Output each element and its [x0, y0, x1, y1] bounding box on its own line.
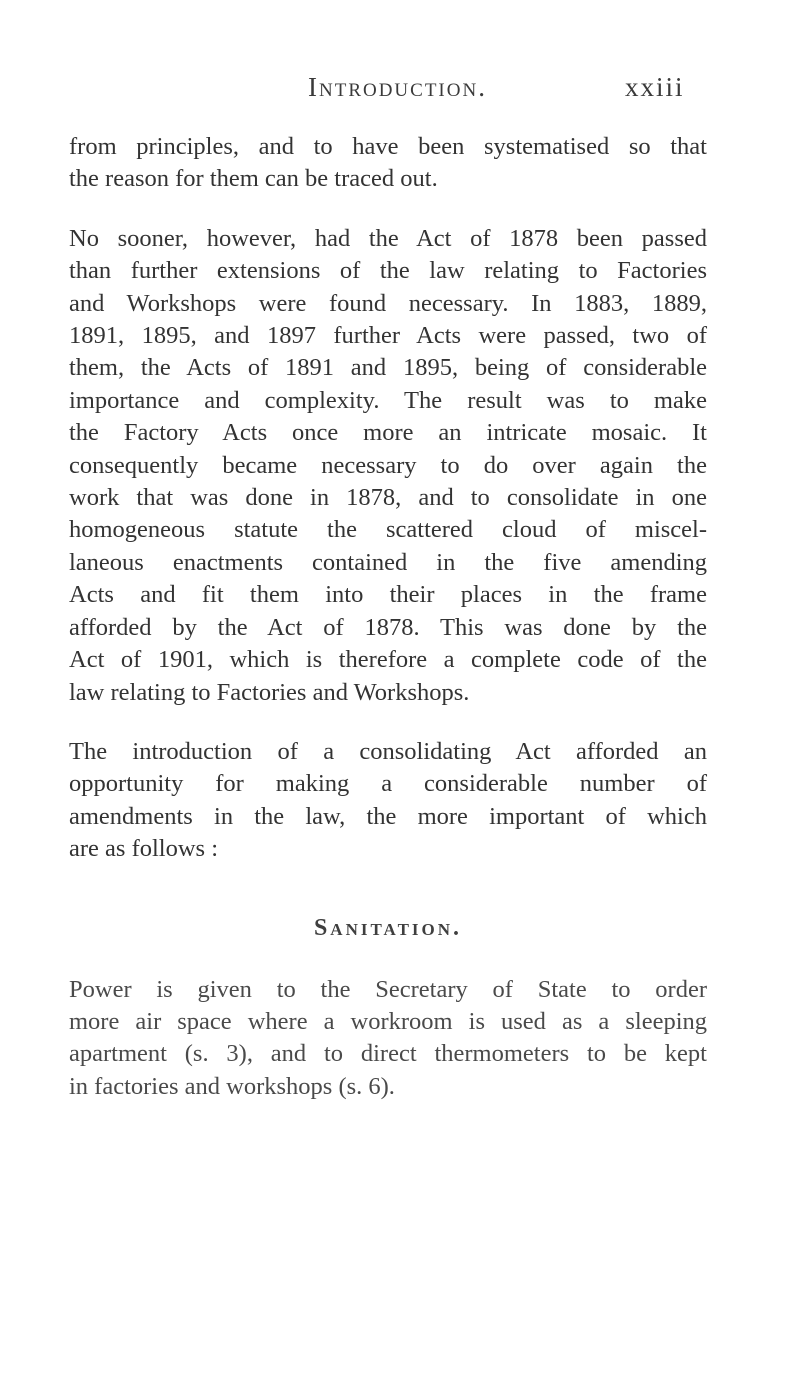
text-line: afforded by the Act of 1878. This was done by the [69, 613, 707, 641]
text-line: are as follows : [69, 835, 218, 863]
text-line: opportunity for making a considerable number of [69, 770, 707, 798]
text-line: homogeneous statute the scattered cloud of miscel- [69, 516, 707, 544]
text-line: and Workshops were found necessary. In 1883, 1889, [69, 289, 707, 317]
body-text [69, 131, 707, 1103]
text-line: Power is given to the Secretary of State to order [69, 975, 707, 1003]
text-line: work that was done in 1878, and to consolidate in one [69, 484, 707, 512]
text-line: The introduction of a consolidating Act afforded an [69, 737, 707, 765]
text-line: importance and complexity. The result was to make [69, 386, 707, 414]
text-line: No sooner, however, had the Act of 1878 been passed [69, 224, 707, 252]
text-line: 1891, 1895, and 1897 further Acts were passed, two of [69, 322, 707, 350]
paragraph-sanitation [69, 974, 707, 1104]
text-line: in factories and workshops (s. 6). [69, 1072, 395, 1100]
text-line: the reason for them can be traced out. [69, 165, 438, 193]
text-line: amendments in the law, the more important of which [69, 802, 707, 830]
text-line: Acts and fit them into their places in the frame [69, 581, 707, 609]
running-title: Introduction. [308, 72, 487, 102]
text-line: from principles, and to have been systematised so that [69, 133, 707, 160]
text-line: the Factory Acts once more an intricate mosaic. It [69, 419, 707, 447]
section-heading: Sanitation. [313, 914, 463, 941]
text-line: them, the Acts of 1891 and 1895, being of considerable [69, 354, 707, 382]
text-line: more air space where a workroom is used as a sleeping [69, 1007, 707, 1035]
text-line: consequently became necessary to do over again the [69, 451, 707, 479]
text-line: Act of 1901, which is therefore a complete code of the [69, 646, 707, 674]
text-line: law relating to Factories and Workshops. [69, 678, 470, 706]
text-line: than further extensions of the law relating to Factories [69, 257, 707, 285]
text-line: laneous enactments contained in the five amending [69, 548, 707, 576]
paragraph-amendments-intro [69, 736, 707, 866]
running-head [0, 66, 800, 106]
page-number: xxiii [625, 72, 685, 102]
text-line: apartment (s. 3), and to direct thermometers to be kept [69, 1040, 707, 1068]
paragraph-continuation [69, 131, 707, 196]
paragraph-acts-history [69, 223, 707, 709]
